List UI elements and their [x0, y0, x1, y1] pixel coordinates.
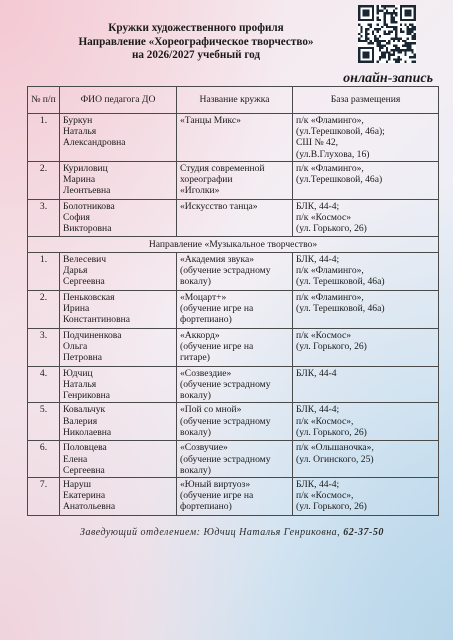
club-name-line: фортепиано) [180, 501, 232, 513]
page-title [40, 22, 352, 63]
column-header-teacher: ФИО педагога ДО [60, 87, 177, 114]
club-name-cell [177, 366, 293, 403]
club-name-line: «Аккорд» [180, 329, 220, 341]
club-name-line: (обучение игре на [180, 341, 254, 353]
club-name-cell [177, 114, 293, 162]
table-row [28, 478, 439, 516]
club-name-line: (обучение эстрадному [180, 265, 271, 277]
phone-number: 62-37-50 [343, 527, 384, 538]
teacher-name-line: Ковальчук [63, 404, 106, 416]
club-name-line: «Академия звука» [180, 253, 255, 265]
row-number: 7. [28, 478, 60, 516]
club-name-line: «Пой со мной» [180, 404, 242, 416]
location-line: БЛК, 44-4; [296, 201, 340, 212]
section-title-music: Направление «Музыкальное творчество» [28, 236, 439, 252]
table-row [28, 162, 439, 200]
section-row [28, 236, 439, 252]
club-name-line: (обучение эстрадному [180, 379, 271, 391]
location-line: п/к «Фламинго», [296, 115, 364, 126]
table-row [28, 252, 439, 290]
row-number: 4. [28, 366, 60, 403]
teacher-name-line: Сергеевна [63, 464, 105, 476]
teacher-name-cell [60, 366, 177, 403]
club-name-line: «Юный виртуоз» [180, 479, 251, 491]
teacher-name-line: Марина [63, 174, 96, 186]
teacher-name-cell [60, 441, 177, 478]
location-line: (ул. Горького, 26) [296, 426, 367, 438]
club-name-line: Студия современной [180, 163, 265, 174]
location-line: СШ № 42, [296, 137, 339, 149]
teacher-name-line: Подчиненкова [63, 329, 122, 341]
club-name-cell [177, 328, 293, 366]
teacher-name-line: Константиновна [63, 314, 130, 326]
club-name-line: «Созвучие» [180, 442, 228, 454]
club-name-line: вокалу) [180, 426, 211, 438]
club-name-line: фортепиано) [180, 314, 232, 326]
club-name-line: «Танцы Микс» [180, 115, 241, 126]
location-cell [293, 328, 439, 366]
club-name-cell [177, 252, 293, 290]
choreography-rows [28, 114, 439, 237]
teacher-name-cell [60, 114, 177, 162]
location-line: п/к «Фламинго», [296, 291, 364, 303]
location-line: (ул. Горького, 26) [296, 223, 367, 235]
club-name-line: (обучение игре на [180, 303, 254, 315]
music-rows [28, 252, 439, 515]
teacher-name-line: Ирина [63, 303, 90, 315]
location-line: п/к «Космос», [296, 490, 354, 502]
title-line: Кружки художественного профиля [108, 22, 284, 34]
location-line: п/к «Космос» [296, 212, 352, 224]
teacher-name-line: Петровна [63, 352, 103, 364]
title-line: на 2026/2027 учебный год [131, 49, 261, 61]
row-number: 2. [28, 290, 60, 328]
location-line: БЛК, 44-4; [296, 253, 340, 265]
teacher-name-line: Наталья [63, 379, 97, 391]
teacher-name-line: Наруш [63, 479, 92, 491]
location-line: (ул.В.Глухова, 16) [296, 148, 370, 160]
footer-contact [80, 527, 384, 538]
row-number: 5. [28, 403, 60, 441]
club-name-cell [177, 290, 293, 328]
teacher-name-line: Пеньковская [63, 291, 115, 303]
location-line: п/к «Фламинго», [296, 163, 364, 174]
location-line: п/к «Космос», [296, 415, 354, 427]
club-name-cell [177, 478, 293, 516]
row-number: 3. [28, 328, 60, 366]
teacher-name-line: Болотникова [63, 201, 115, 212]
location-line: (ул. Горького, 26) [296, 341, 367, 353]
club-name-cell [177, 403, 293, 441]
table-header-row [28, 87, 439, 114]
row-number: 1. [28, 114, 60, 162]
teacher-name-line: Сергеевна [63, 276, 105, 288]
teacher-name-line: Половцева [63, 442, 107, 454]
club-name-line: «Искусство танца» [180, 201, 258, 212]
teacher-name-line: София [63, 212, 90, 224]
teacher-name-line: Велесевич [63, 253, 107, 265]
location-cell [293, 162, 439, 200]
location-line: (ул. Терешковой, 46а) [296, 303, 385, 315]
club-name-line: вокалу) [180, 390, 211, 402]
club-name-line: «Иголки» [180, 185, 220, 197]
teacher-name-cell [60, 252, 177, 290]
row-number: 3. [28, 200, 60, 237]
teacher-name-line: Викторовна [63, 223, 112, 235]
club-name-line: вокалу) [180, 276, 211, 288]
club-name-line: хореографии [180, 174, 233, 186]
table-row [28, 366, 439, 403]
location-line: (ул. Горького, 26) [296, 501, 367, 513]
location-line: п/к «Фламинго», [296, 265, 364, 277]
row-number: 2. [28, 162, 60, 200]
location-cell [293, 252, 439, 290]
teacher-name-line: Дарья [63, 265, 88, 277]
teacher-name-line: Екатерина [63, 490, 106, 502]
location-cell [293, 290, 439, 328]
teacher-name-line: Генриковна [63, 390, 111, 402]
location-cell [293, 441, 439, 478]
location-cell [293, 114, 439, 162]
teacher-name-line: Валерия [63, 415, 98, 427]
column-header-base: База размещения [293, 87, 439, 114]
online-signup-label: онлайн-запись [343, 71, 433, 86]
teacher-name-line: Ольга [63, 341, 88, 353]
location-line: (ул.Терешковой, 46а); [296, 126, 385, 138]
title-line: Направление «Хореографическое творчество» [78, 35, 314, 48]
location-line: (ул. Огинского, 25) [296, 453, 374, 465]
teacher-name-line: Николаевна [63, 426, 112, 438]
teacher-name-line: Александровна [63, 137, 126, 149]
teacher-name-line: Юдчиц [63, 367, 93, 379]
qr-code-icon[interactable] [358, 5, 416, 63]
table-row [28, 441, 439, 478]
location-cell [293, 478, 439, 516]
head-of-department: Заведующий отделением: Юдчиц Наталья Генриковна, [80, 527, 341, 538]
table-row [28, 290, 439, 328]
teacher-name-line: Леонтьевна [63, 185, 111, 197]
location-line: п/к «Ольшаночка», [296, 442, 374, 454]
teacher-name-line: Елена [63, 453, 88, 465]
row-number: 1. [28, 252, 60, 290]
teacher-name-cell [60, 200, 177, 237]
location-line: БЛК, 44-4 [296, 367, 337, 379]
teacher-name-line: Анатольевна [63, 501, 116, 513]
club-name-cell [177, 441, 293, 478]
column-header-club: Название кружка [177, 87, 293, 114]
club-name-line: (обучение эстрадному [180, 415, 271, 427]
teacher-name-line: Буркун [63, 115, 93, 126]
table-row [28, 403, 439, 441]
club-name-line: (обучение эстрадному [180, 453, 271, 465]
table-row [28, 200, 439, 237]
column-header-number: № п/п [28, 87, 60, 114]
club-name-line: (обучение игре на [180, 490, 254, 502]
club-name-line: «Моцарт+» [180, 291, 227, 303]
club-name-line: гитаре) [180, 352, 210, 364]
location-line: п/к «Космос» [296, 329, 352, 341]
club-name-cell [177, 162, 293, 200]
table-row [28, 114, 439, 162]
teacher-name-line: Наталья [63, 126, 97, 138]
row-number: 6. [28, 441, 60, 478]
location-line: БЛК, 44-4; [296, 479, 340, 491]
location-line: БЛК, 44-4; [296, 404, 340, 416]
teacher-name-cell [60, 328, 177, 366]
club-name-cell [177, 200, 293, 237]
teacher-name-cell [60, 478, 177, 516]
teacher-name-cell [60, 403, 177, 441]
location-cell [293, 366, 439, 403]
teacher-name-cell [60, 290, 177, 328]
teacher-name-line: Куриловиц [63, 163, 108, 174]
club-name-line: вокалу) [180, 464, 211, 476]
club-name-line: «Созвездие» [180, 367, 232, 379]
table-row [28, 328, 439, 366]
teacher-name-cell [60, 162, 177, 200]
clubs-table [27, 86, 439, 516]
location-line: (ул. Терешковой, 46а) [296, 276, 385, 288]
location-cell [293, 403, 439, 441]
location-line: (ул.Терешковой, 46а) [296, 174, 383, 186]
location-cell [293, 200, 439, 237]
